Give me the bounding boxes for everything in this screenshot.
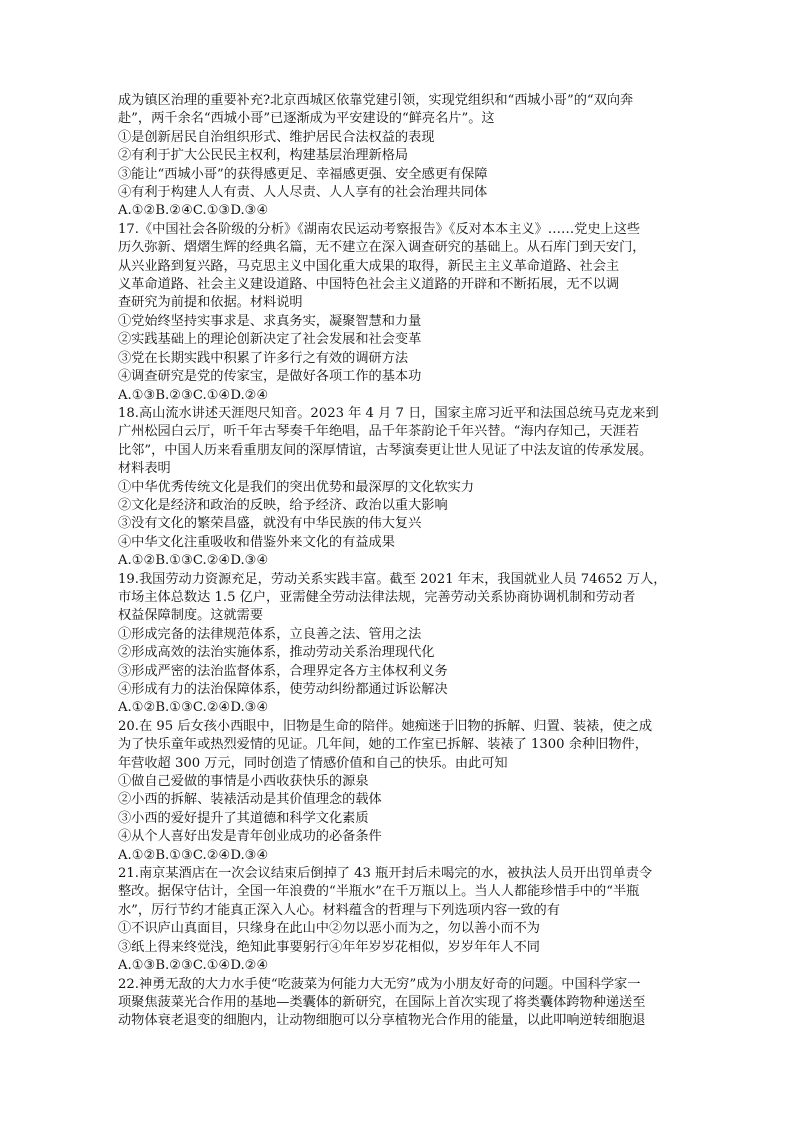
text-line: ①不识庐山真面目，只缘身在此山中②勿以恶小而为之，勿以善小而不为 (118, 921, 540, 937)
question-18 (118, 405, 684, 571)
text-line: 20.在 95 后女孩小西眼中，旧物是生命的陪伴。她痴迷于旧物的拆解、归置、装裱，使之成 (118, 718, 653, 734)
text-line: ②实践基础上的理论创新决定了社会发展和社会变革 (118, 332, 422, 348)
text-line: 项聚焦菠菜光合作用的基地—类囊体的新研究，在国际上首次实现了将类囊体跨物种递送至 (118, 994, 646, 1010)
text-line: ②形成高效的法治实施体系，推动劳动关系治理现代化 (118, 645, 435, 661)
question-19 (118, 571, 684, 718)
text-line: A.①②B.①③C.②④D.③④ (118, 700, 269, 716)
text-line: ③没有文化的繁荣昌盛，就没有中华民族的伟大复兴 (118, 516, 422, 532)
text-line: 从兴业路到复兴路，马克思主义中国化重大成果的取得，新民主主义革命道路、社会主 (118, 258, 620, 274)
text-line: ①中华优秀传统文化是我们的突出优势和最深厚的文化软实力 (118, 479, 475, 495)
question-21 (118, 865, 684, 975)
text-line: ②小西的拆解、装裱活动是其价值理念的载体 (118, 792, 382, 808)
exam-page (118, 92, 684, 1031)
text-line: ④中华文化注重吸收和借鉴外来文化的有益成果 (118, 534, 395, 550)
text-line: A.①②B.②④C.①③D.③④ (118, 203, 269, 219)
text-line: ④形成有力的法治保障体系，使劳动纠纷都通过诉讼解决 (118, 682, 448, 697)
text-line: A.①②B.①③C.②④D.③④ (118, 847, 269, 863)
text-line: ①做自己爱做的事情是小西收获快乐的源泉 (118, 774, 369, 790)
text-line: 为了快乐童年或热烈爱情的见证。几年间，她的工作室已拆解、装裱了 1300 余种旧物件， (118, 737, 648, 753)
text-line: 动物体衰老退变的细胞内，让动物细胞可以分享植物光合作用的能量，以此叩响逆转细胞退 (118, 1013, 646, 1029)
text-line: 22.神勇无敌的大力水手使“吃菠菜为何能力大无穷”成为小朋友好奇的问题。中国科学家一 (118, 976, 641, 992)
text-line: 查研究为前提和依据。材料说明 (118, 295, 303, 311)
text-line: ①形成完备的法律规范体系，立良善之法、管用之法 (118, 626, 422, 642)
text-line: 21.南京某酒店在一次会议结束后倒掉了 43 瓶开封后未喝完的水，被执法人员开出罚单责令 (118, 866, 653, 882)
text-line: 市场主体总数达 1.5 亿户，亚需健全劳动法律法规，完善劳动关系协商协调机制和劳动者 (118, 589, 636, 605)
question-16-continued (118, 92, 684, 221)
text-line: 水”，厉行节约才能真正深入人心。材料蕴含的哲理与下列选项内容一致的有 (118, 902, 560, 918)
text-line: ③能让“西城小哥”的获得感更足、幸福感更强、安全感更有保障 (118, 166, 488, 182)
text-line: 18.高山流水讲述天涯咫尺知音。2023 年 4 月 7 日，国家主席习近平和法国总统马克龙来到 (118, 405, 659, 421)
text-line: ④调查研究是党的传家宝，是做好各项工作的基本功 (118, 369, 422, 385)
text-line: ③党在长期实践中积累了许多行之有效的调研方法 (118, 350, 409, 366)
question-20 (118, 718, 684, 865)
text-line: 19.我国劳动力资源充足，劳动关系实践丰富。截至 2021 年末，我国就业人员 74652 万人， (118, 571, 667, 587)
text-line: 材料表明 (118, 461, 171, 477)
text-line: A.①③B.②③C.①④D.②④ (118, 387, 269, 403)
text-line: ①是创新居民自治组织形式、维护居民合法权益的表现 (118, 129, 435, 145)
question-17 (118, 221, 684, 405)
text-line: A.①③B.②③C.①④D.②④ (118, 958, 269, 974)
text-line: ④从个人喜好出发是青年创业成功的必备条件 (118, 829, 382, 845)
text-line: 权益保障制度。这就需要 (118, 608, 264, 624)
text-line: 赴”，两千余名“西城小哥”已逐渐成为平安建设的“鲜亮名片”。这 (118, 111, 495, 127)
text-line: 比邻”，中国人历来看重朋友间的深厚情谊，古琴演奏更让世人见证了中法友谊的传承发展。 (118, 442, 653, 458)
text-line: 义革命道路、社会主义建设道路、中国特色社会主义道路的开辟和不断拓展，无不以调 (118, 277, 620, 293)
text-line: ①党始终坚持实事求是、求真务实，凝聚智慧和力量 (118, 313, 422, 329)
text-line: 历久弥新、熠熠生辉的经典名篇，无不建立在深入调查研究的基础上。从石库门到天安门， (118, 240, 646, 256)
text-line: 年营收超 300 万元，同时创造了情感价值和自己的快乐。由此可知 (118, 755, 508, 771)
text-line: 成为镇区治理的重要补充?北京西城区依靠党建引领，实现党组织和“西城小哥”的“双向奔 (118, 93, 634, 108)
text-line: ③小西的爱好提升了其道德和科学文化素质 (118, 810, 369, 826)
text-line: ④有利于构建人人有责、人人尽责、人人享有的社会治理共同体 (118, 185, 488, 201)
text-line: ③形成严密的法治监督体系，合理界定各方主体权利义务 (118, 663, 448, 679)
text-line: 整改。据保守估计，全国一年浪费的“半瓶水”在千万瓶以上。当人人都能珍惜手中的“半瓶 (118, 884, 640, 900)
text-line: ③纸上得来终觉浅，绝知此事要躬行④年年岁岁花相似，岁岁年年人不同 (118, 939, 540, 955)
text-line: 广州松园白云厅，听千年古琴奏千年绝唱，品千年茶韵论千年兴替。“海内存知己，天涯若 (118, 424, 640, 440)
text-line: A.①②B.①③C.②④D.③④ (118, 553, 269, 569)
text-line: ②文化是经济和政治的反映，给予经济、政治以重大影响 (118, 497, 448, 513)
text-line: ②有利于扩大公民民主权利，构建基层治理新格局 (118, 148, 409, 164)
text-line: 17.《中国社会各阶级的分析》《湖南农民运动考察报告》《反对本本主义》……党史上这些 (118, 221, 641, 237)
question-22 (118, 976, 684, 1031)
